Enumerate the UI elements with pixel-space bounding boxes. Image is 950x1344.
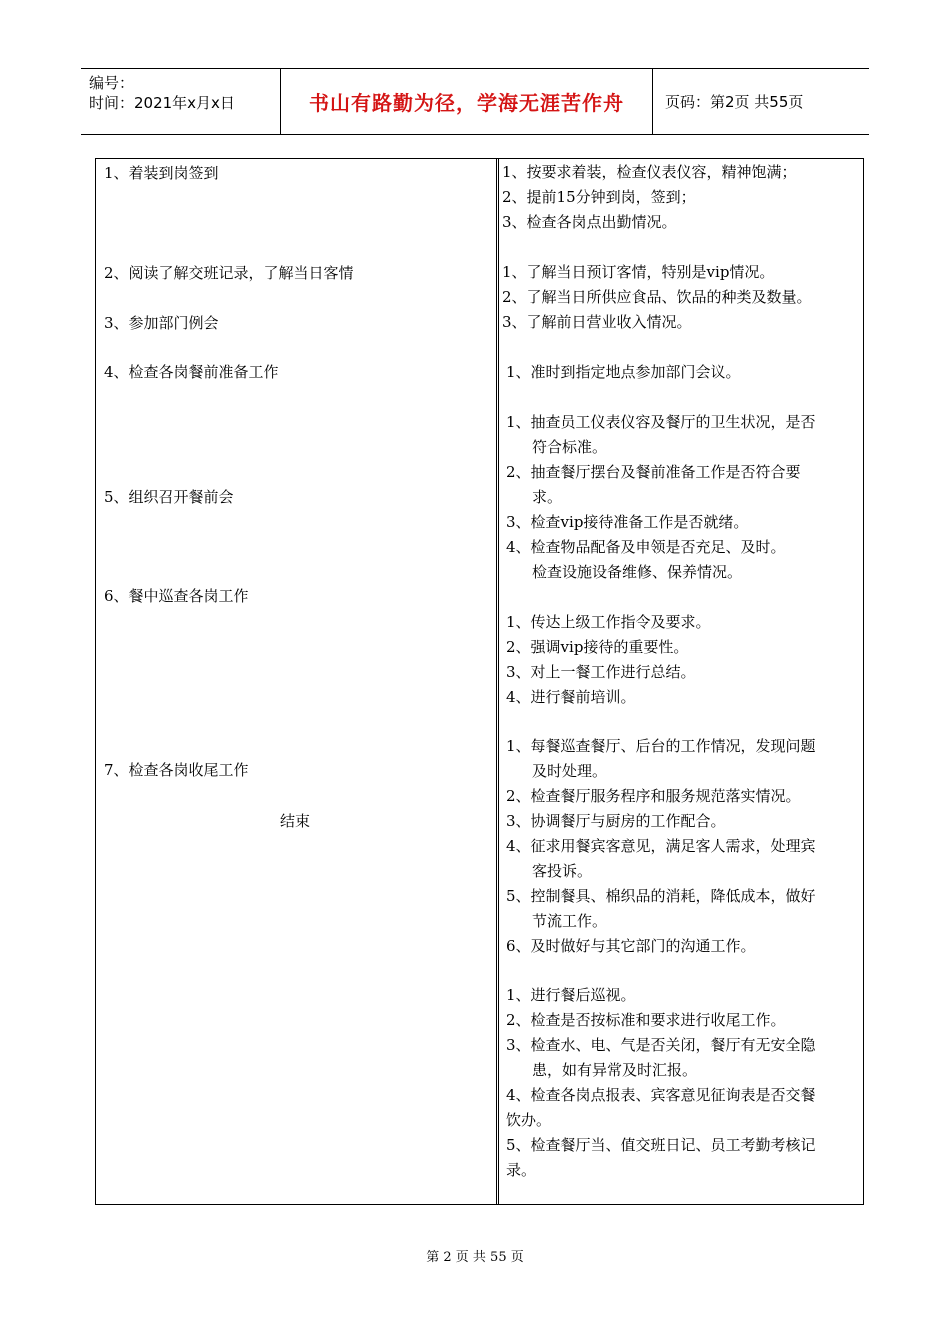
detail-line: 1、进行餐后巡视。: [506, 986, 636, 1004]
end-label: 结束: [280, 812, 311, 830]
detail-line: 1、按要求着装，检查仪表仪容，精神饱满；: [502, 163, 797, 181]
detail-line: 及时处理。: [532, 762, 608, 780]
detail-line: 3、检查各岗点出勤情况。: [502, 213, 677, 231]
detail-line: 4、征求用餐宾客意见，满足客人需求，处理宾: [506, 837, 816, 855]
detail-line: 5、控制餐具、棉织品的消耗，降低成本，做好: [506, 887, 816, 905]
detail-line: 3、协调餐厅与厨房的工作配合。: [506, 812, 726, 830]
detail-line: 节流工作。: [532, 912, 608, 930]
detail-line: 4、检查物品配备及申领是否充足、及时。: [506, 538, 786, 556]
detail-line: 2、抽查餐厅摆台及餐前准备工作是否符合要: [506, 463, 801, 481]
detail-line: 3、了解前日营业收入情况。: [502, 313, 692, 331]
number-label: 编号：: [89, 74, 135, 92]
detail-line: 3、对上一餐工作进行总结。: [506, 663, 696, 681]
step-1: 1、着装到岗签到: [104, 164, 219, 182]
detail-line: 求。: [532, 488, 563, 506]
page-number-label: 页码：第2页 共55页: [665, 93, 804, 111]
detail-line: 6、及时做好与其它部门的沟通工作。: [506, 937, 756, 955]
header-info: [81, 69, 281, 134]
detail-line: 1、传达上级工作指令及要求。: [506, 613, 711, 631]
detail-line: 检查设施设备维修、保养情况。: [532, 563, 743, 581]
motto: 书山有路勤为径，学海无涯苦作舟: [281, 69, 653, 134]
step-4: 4、检查各岗餐前准备工作: [104, 363, 279, 381]
detail-line: 3、检查vip接待准备工作是否就绪。: [506, 513, 749, 531]
page-header: [81, 68, 869, 135]
time-label: 时间：2021年x月x日: [89, 94, 235, 112]
page-footer: 第 2 页 共 55 页: [426, 1250, 524, 1265]
detail-line: 符合标准。: [532, 438, 608, 456]
detail-line: 饮办。: [506, 1111, 552, 1129]
detail-line: 客投诉。: [532, 862, 593, 880]
step-3: 3、参加部门例会: [104, 314, 219, 332]
column-divider: [496, 159, 499, 1204]
detail-line: 4、进行餐前培训。: [506, 688, 636, 706]
detail-line: 2、检查餐厅服务程序和服务规范落实情况。: [506, 787, 801, 805]
detail-line: 录。: [506, 1161, 537, 1179]
detail-line: 2、提前15分钟到岗，签到；: [502, 188, 696, 206]
detail-line: 1、准时到指定地点参加部门会议。: [506, 363, 741, 381]
step-7: 7、检查各岗收尾工作: [104, 761, 249, 779]
step-2: 2、阅读了解交班记录，了解当日客情: [104, 264, 354, 282]
procedure-table: [95, 158, 864, 1205]
step-6: 6、餐中巡查各岗工作: [104, 587, 249, 605]
detail-line: 1、抽查员工仪表仪容及餐厅的卫生状况，是否: [506, 413, 816, 431]
detail-line: 4、检查各岗点报表、宾客意见征询表是否交餐: [506, 1086, 816, 1104]
detail-line: 2、检查是否按标准和要求进行收尾工作。: [506, 1011, 786, 1029]
detail-line: 1、了解当日预订客情，特别是vip情况。: [502, 263, 775, 281]
detail-line: 2、强调vip接待的重要性。: [506, 638, 689, 656]
step-5: 5、组织召开餐前会: [104, 488, 234, 506]
detail-line: 5、检查餐厅当、值交班日记、员工考勤考核记: [506, 1136, 816, 1154]
detail-line: 1、每餐巡查餐厅、后台的工作情况，发现问题: [506, 737, 816, 755]
detail-line: 患，如有异常及时汇报。: [532, 1061, 698, 1079]
detail-line: 2、了解当日所供应食品、饮品的种类及数量。: [502, 288, 812, 306]
detail-line: 3、检查水、电、气是否关闭，餐厅有无安全隐: [506, 1036, 816, 1054]
